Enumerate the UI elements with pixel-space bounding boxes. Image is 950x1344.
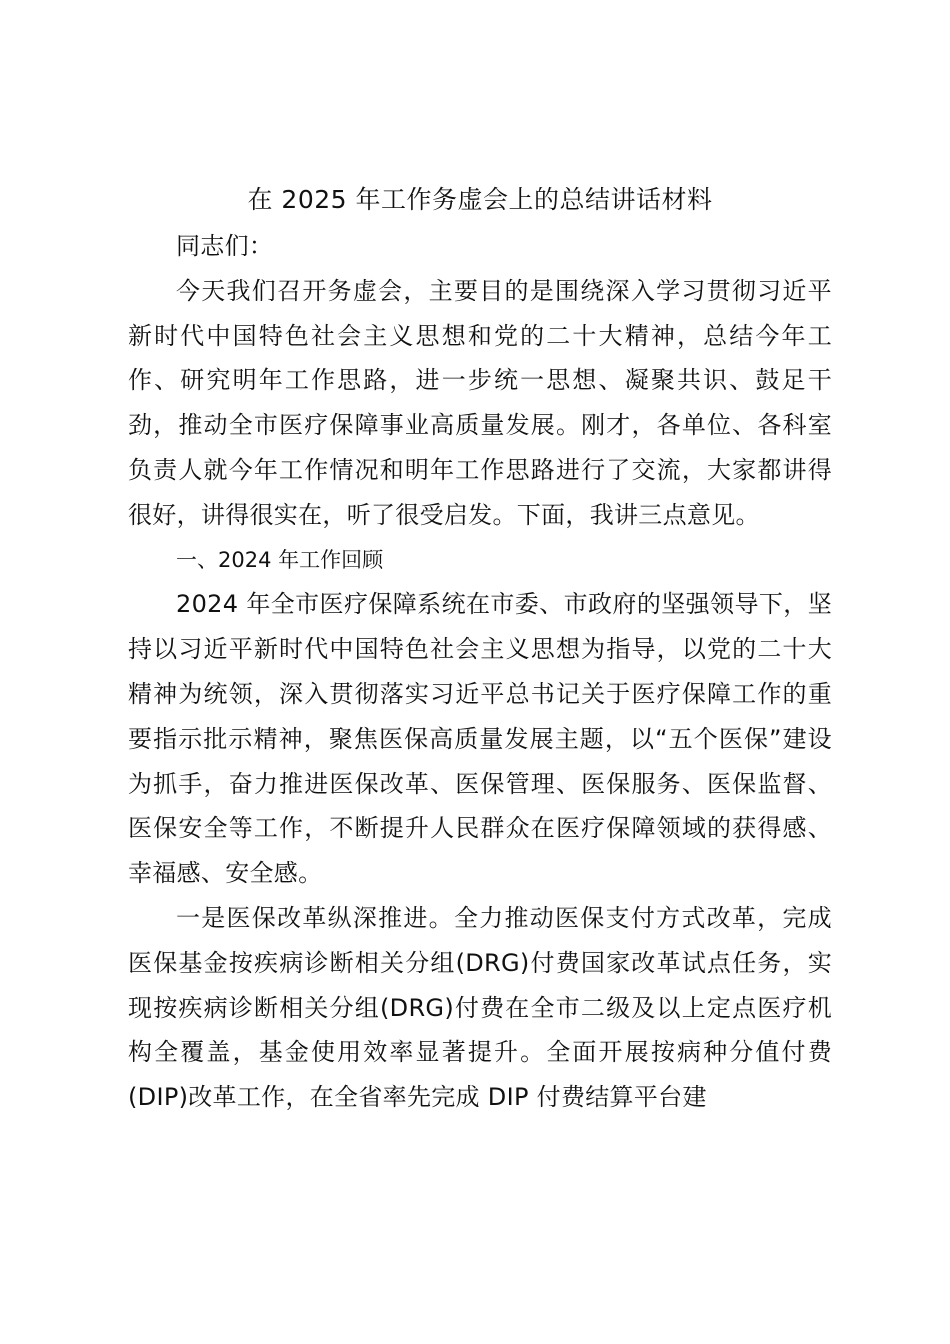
document-body [128, 176, 832, 1120]
review-paragraph: 2024 年全市医疗保障系统在市委、市政府的坚强领导下，坚持以习近平新时代中国特色社会主义思想为指导，以党的二十大精神为统领，深入贯彻落实习近平总书记关于医疗保障工作的重要指示批示精神，聚焦医保高质量发展主题，以“五个医保”建设为抓手，奋力推进医保改革、医保管理、医保服务、医保监督、医保安全等工作，不断提升人民群众在医疗保障领域的获得感、幸福感、安全感。 [128, 590, 832, 888]
reform-paragraph: 一是医保改革纵深推进。全力推动医保支付方式改革，完成医保基金按疾病诊断相关分组(DRG)付费国家改革试点任务，实现按疾病诊断相关分组(DRG)付费在全市二级及以上定点医疗机构全覆盖，基金使用效率显著提升。全面开展按病种分值付费(DIP)改革工作，在全省率先完成 DIP 付费结算平台建 [128, 903, 832, 1112]
section-heading: 一、2024 年工作回顾 [176, 547, 384, 572]
document-title: 在 2025 年工作务虚会上的总结讲话材料 [247, 185, 713, 214]
opening-paragraph: 今天我们召开务虚会，主要目的是围绕深入学习贯彻习近平新时代中国特色社会主义思想和党的二十大精神，总结今年工作、研究明年工作思路，进一步统一思想、凝聚共识、鼓足干劲，推动全市医疗保障事业高质量发展。刚才，各单位、各科室负责人就今年工作情况和明年工作思路进行了交流，大家都讲得很好，讲得很实在，听了很受启发。下面，我讲三点意见。 [128, 276, 832, 529]
salutation: 同志们： [176, 232, 274, 260]
